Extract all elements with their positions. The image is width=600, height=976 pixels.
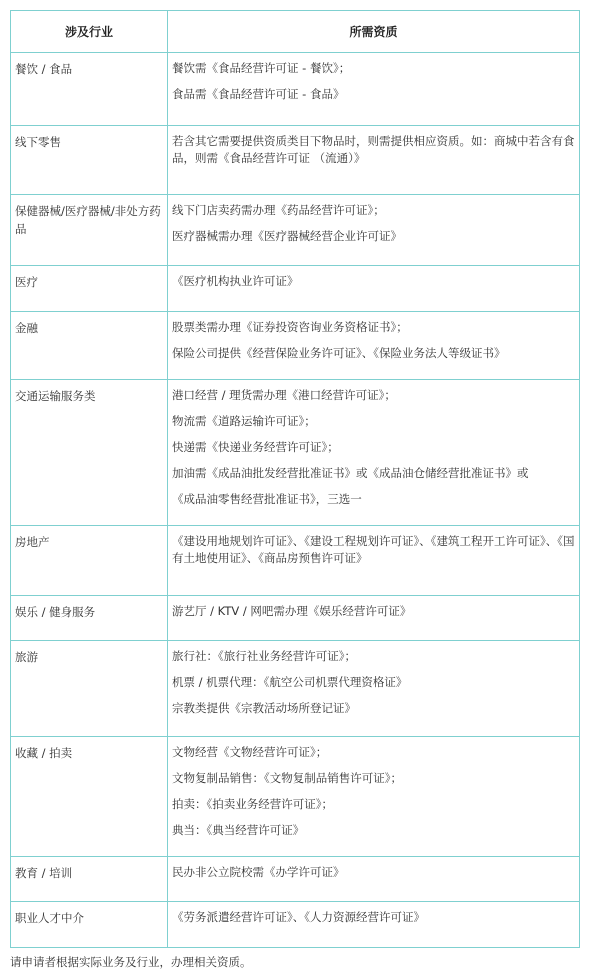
qualification-cell xyxy=(168,126,580,195)
qualification-line: 保险公司提供《经营保险业务许可证》、《保险业务法人等级证书》 xyxy=(172,346,506,360)
qualification-line: 餐饮需《食品经营许可证 - 餐饮》； xyxy=(172,61,351,75)
industry-cell: 保健器械/医疗器械/非处方药品 xyxy=(11,195,168,266)
qualification-line: 食品需《食品经营许可证 - 食品》 xyxy=(172,87,345,101)
industry-cell: 金融 xyxy=(11,312,168,380)
qualification-cell xyxy=(168,53,580,126)
qualification-cell xyxy=(168,857,580,902)
qualification-line: 旅行社：《旅行社业务经营许可证》； xyxy=(172,649,356,663)
qualification-line: 医疗器械需办理《医疗器械经营企业许可证》 xyxy=(172,229,402,243)
qualification-cell xyxy=(168,380,580,526)
qualification-line: 机票 / 机票代理：《航空公司机票代理资格证》 xyxy=(172,675,408,689)
footnote: 请申请者根据实际业务及行业，办理相关资质。 xyxy=(10,955,252,969)
industry-cell: 餐饮 / 食品 xyxy=(11,53,168,126)
header-qualification: 所需资质 xyxy=(168,11,580,53)
table-row xyxy=(11,195,580,266)
table-row xyxy=(11,737,580,857)
table-row xyxy=(11,126,580,195)
qualification-cell xyxy=(168,312,580,380)
table-row xyxy=(11,857,580,902)
table-row xyxy=(11,596,580,641)
table-header-row xyxy=(11,11,580,53)
table-row xyxy=(11,526,580,596)
qualification-line: 游艺厅 / KTV / 网吧需办理《娱乐经营许可证》 xyxy=(172,604,412,618)
qualification-line: 民办非公立院校需《办学许可证》 xyxy=(172,865,345,879)
qualification-line: 文物经营《文物经营许可证》； xyxy=(172,745,328,759)
table-row xyxy=(11,641,580,737)
qualification-line: 《劳务派遣经营许可证》、《人力资源经营许可证》 xyxy=(172,910,425,924)
qualification-line: 拍卖：《拍卖业务经营许可证》； xyxy=(172,797,333,811)
qualification-cell xyxy=(168,195,580,266)
qualification-line: 港口经营 / 理货需办理《港口经营许可证》； xyxy=(172,388,396,402)
industry-cell: 教育 / 培训 xyxy=(11,857,168,902)
qualification-cell xyxy=(168,641,580,737)
qualification-cell xyxy=(168,596,580,641)
table-row xyxy=(11,380,580,526)
table-row xyxy=(11,902,580,948)
qualification-line: 《建设用地规划许可证》、《建设工程规划许可证》、《建筑工程开工许可证》、《国有土地使用证》、《商品房预售许可证》 xyxy=(172,534,575,565)
qualification-line: 宗教类提供《宗教活动场所登记证》 xyxy=(172,701,356,715)
qualification-cell xyxy=(168,266,580,312)
industry-cell: 娱乐 / 健身服务 xyxy=(11,596,168,641)
qualification-line: 《成品油零售经营批准证书》，三选一 xyxy=(172,492,362,506)
qualification-cell xyxy=(168,737,580,857)
qualification-line: 快递需《快递业务经营许可证》； xyxy=(172,440,339,454)
qualification-line: 加油需《成品油批发经营批准证书》或《成品油仓储经营批准证书》或 xyxy=(172,466,529,480)
qualification-line: 线下门店卖药需办理《药品经营许可证》； xyxy=(172,203,385,217)
qualification-cell xyxy=(168,526,580,596)
industry-cell: 交通运输服务类 xyxy=(11,380,168,526)
industry-cell: 房地产 xyxy=(11,526,168,596)
industry-cell: 线下零售 xyxy=(11,126,168,195)
industry-cell: 收藏 / 拍卖 xyxy=(11,737,168,857)
qualification-table xyxy=(10,10,580,948)
qualification-cell xyxy=(168,902,580,948)
header-industry: 涉及行业 xyxy=(11,11,168,53)
qualification-line: 物流需《道路运输许可证》； xyxy=(172,414,316,428)
qualification-line: 典当：《典当经营许可证》 xyxy=(172,823,305,837)
qualification-line: 若含其它需要提供资质类目下物品时，则需提供相应资质。如：商城中若含有食品，则需《食品经营许可证 （流通）》 xyxy=(172,134,575,165)
table-row xyxy=(11,312,580,380)
industry-cell: 医疗 xyxy=(11,266,168,312)
qualification-line: 文物复制品销售：《文物复制品销售许可证》； xyxy=(172,771,402,785)
industry-cell: 旅游 xyxy=(11,641,168,737)
table-row xyxy=(11,266,580,312)
industry-cell: 职业人才中介 xyxy=(11,902,168,948)
qualification-line: 股票类需办理《证券投资咨询业务资格证书》； xyxy=(172,320,408,334)
table-row xyxy=(11,53,580,126)
qualification-line: 《医疗机构执业许可证》 xyxy=(172,274,299,288)
